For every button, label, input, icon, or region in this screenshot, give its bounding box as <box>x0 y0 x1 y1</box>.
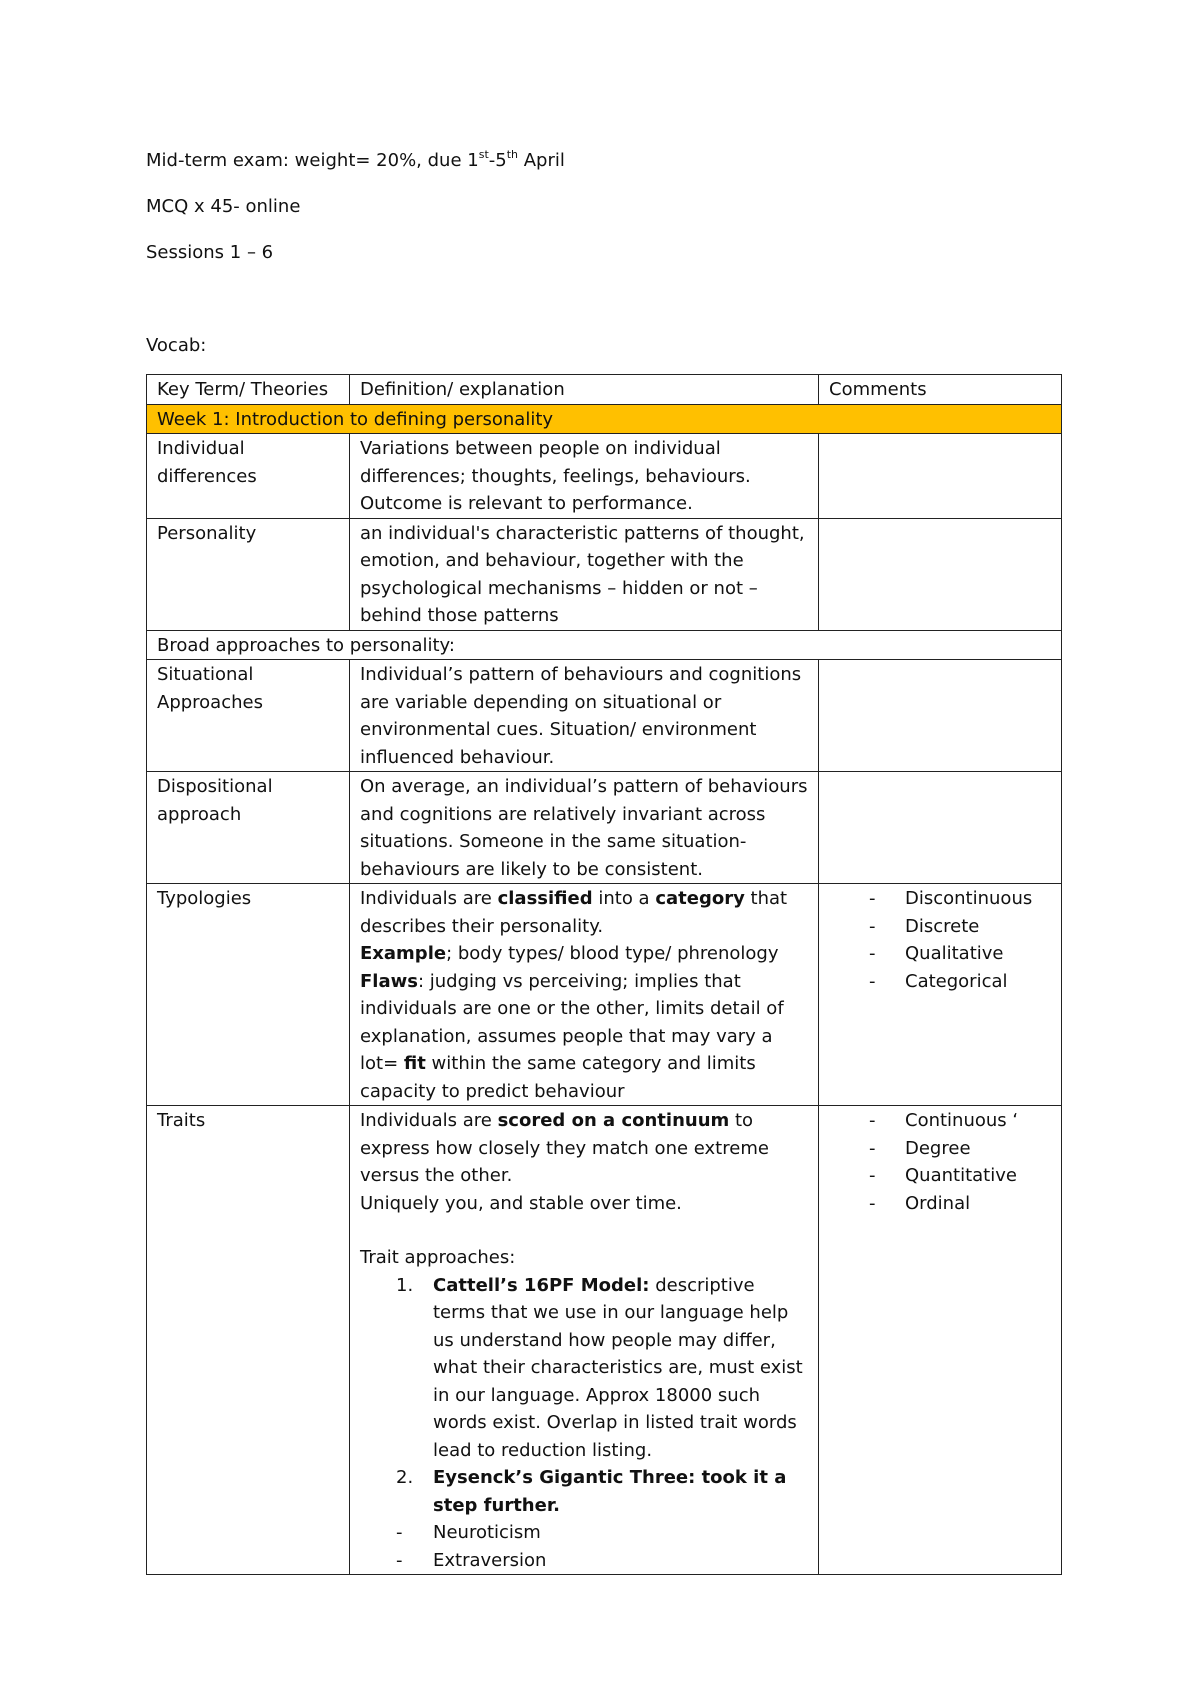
header-comments: Comments <box>819 375 1062 405</box>
typologies-definition-paragraph: Individuals are classified into a category that describes their personality. <box>360 888 788 937</box>
week1-heading: Week 1: Introduction to defining personality <box>147 404 1062 434</box>
vocab-table <box>146 374 1062 1575</box>
list-item: - Quantitative <box>869 1162 1051 1190</box>
comments-typologies <box>819 884 1062 1106</box>
comments-cell <box>819 660 1062 772</box>
definition-situational: Individual’s pattern of behaviours and cognitions are variable depending on situational or environmental cues. Situation/ environment influenced behaviour. <box>350 660 819 772</box>
list-item: - Qualitative <box>869 940 1051 968</box>
term-dispositional: Dispositional approach <box>147 772 350 884</box>
exam-info-line <box>146 149 565 173</box>
list-item: - Categorical <box>869 968 1051 996</box>
list-item: - Ordinal <box>869 1190 1051 1218</box>
comments-traits <box>819 1106 1062 1575</box>
exam-info-mid: -5 <box>488 150 507 171</box>
mcq-line: MCQ x 45- online <box>146 196 301 217</box>
traits-comment-list <box>829 1107 1051 1217</box>
list-item: - Discontinuous <box>869 885 1051 913</box>
superscript-th: th <box>506 148 519 161</box>
table-row <box>147 434 1062 519</box>
table-row <box>147 660 1062 772</box>
term-situational: Situational Approaches <box>147 660 350 772</box>
term-individual-differences: Individual differences <box>147 434 350 519</box>
typologies-flaws: Flaws: judging vs perceiving; implies that individuals are one or the other, limits detail of explanation, assumes people that may vary a lot= fit within the same category and limits capacity to predict behaviour <box>360 970 784 1102</box>
list-item: - Discrete <box>869 913 1051 941</box>
term-typologies: Typologies <box>147 884 350 1106</box>
table-row <box>147 1106 1062 1575</box>
exam-info-suffix: April <box>518 150 565 171</box>
trait-approaches-label: Trait approaches: <box>360 1247 516 1268</box>
definition-dispositional: On average, an individual’s pattern of behaviours and cognitions are relatively invariant across situations. Someone in the same situation- behaviours are likely to be consistent. <box>350 772 819 884</box>
comments-cell <box>819 772 1062 884</box>
traits-stable-line: Uniquely you, and stable over time. <box>360 1192 682 1214</box>
definition-typologies <box>350 884 819 1106</box>
typologies-comment-list <box>829 885 1051 995</box>
superscript-st: st <box>478 148 489 161</box>
table-row <box>147 884 1062 1106</box>
definition-individual-differences: Variations between people on individual differences; thoughts, feelings, behaviours. Outcome is relevant to performance. <box>350 434 819 519</box>
definition-traits <box>350 1106 819 1575</box>
list-item: - Extraversion <box>396 1547 808 1575</box>
table-row <box>147 772 1062 884</box>
sessions-line: Sessions 1 – 6 <box>146 242 274 263</box>
term-personality: Personality <box>147 518 350 630</box>
list-item: 1. Cattell’s 16PF Model: descriptive terms that we use in our language help us understand how people may differ, what their characteristics are, must exist in our language. Approx 18000 such words exist. Overlap in listed trait words lead to reduction listing. <box>396 1274 803 1461</box>
spacer <box>360 1217 808 1244</box>
broad-approaches-row <box>147 630 1062 660</box>
comments-cell <box>819 518 1062 630</box>
comments-cell <box>819 434 1062 519</box>
week1-row <box>147 404 1062 434</box>
list-item: - Neuroticism <box>396 1519 808 1547</box>
list-item: - Continuous ‘ <box>869 1107 1051 1135</box>
trait-approaches-list <box>360 1272 808 1520</box>
traits-definition-paragraph: Individuals are scored on a continuum to express how closely they match one extreme versus the other. <box>360 1110 769 1186</box>
list-item: 2. Eysenck’s Gigantic Three: took it a step further. <box>396 1467 787 1516</box>
header-key-term: Key Term/ Theories <box>147 375 350 405</box>
exam-info-text: Mid-term exam: weight= 20%, due 1 <box>146 150 479 171</box>
table-header-row <box>147 375 1062 405</box>
term-traits: Traits <box>147 1106 350 1575</box>
broad-approaches-heading: Broad approaches to personality: <box>147 630 1062 660</box>
vocab-label: Vocab: <box>146 335 207 356</box>
definition-personality: an individual's characteristic patterns of thought, emotion, and behaviour, together with the psychological mechanisms – hidden or not – behind those patterns <box>350 518 819 630</box>
eysenck-traits-list <box>360 1519 808 1574</box>
typologies-example: Example; body types/ blood type/ phrenology <box>360 943 779 964</box>
header-definition: Definition/ explanation <box>350 375 819 405</box>
table-row <box>147 518 1062 630</box>
list-item: - Degree <box>869 1135 1051 1163</box>
